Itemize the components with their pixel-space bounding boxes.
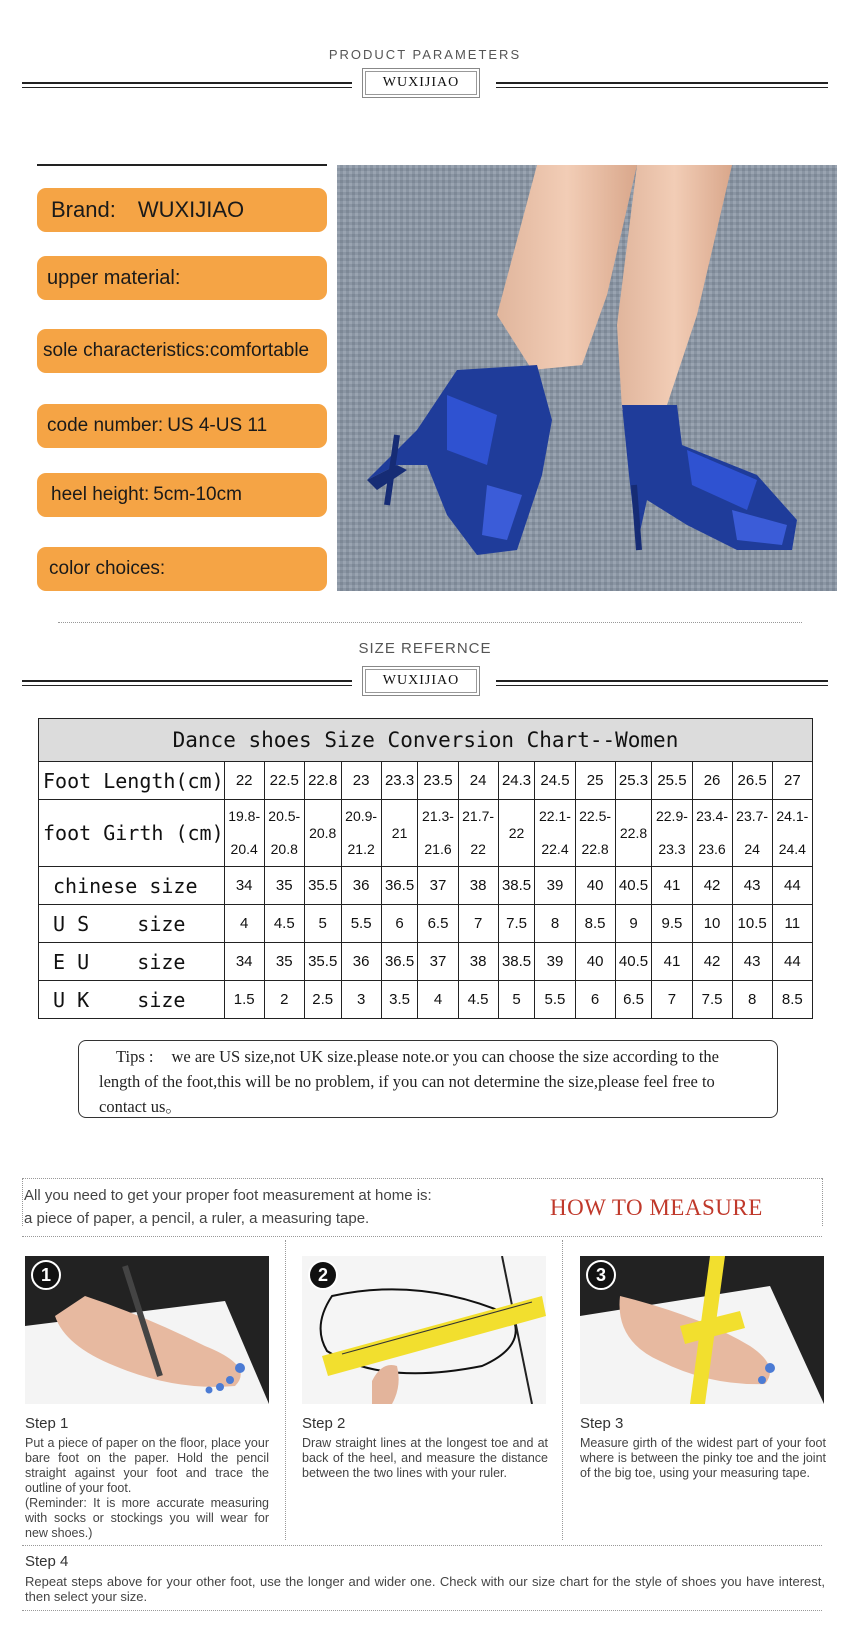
size-cell: 37 (418, 867, 458, 905)
size-row-chinese-size (39, 867, 813, 905)
param-divider (37, 164, 327, 166)
size-cell: 10.5 (732, 905, 772, 943)
size-cell: 38 (458, 943, 498, 981)
shoe-illustration (337, 165, 837, 591)
size-cell-line: 23.7- (736, 808, 769, 824)
size-row-uk-size (39, 981, 813, 1019)
size-chart-title: Dance shoes Size Conversion Chart--Women (39, 719, 813, 762)
size-cell: 2 (264, 981, 304, 1019)
size-cell-line: 20.4 (230, 841, 258, 857)
step2-number: 2 (308, 1260, 338, 1290)
step1-image (25, 1256, 269, 1404)
tips-box (78, 1040, 778, 1118)
param-code-number-key: code number: (47, 415, 164, 436)
step4-text: Repeat steps above for your other foot, use the longer and wider one. Check with our size chart for the style of shoes you have interest, then select your size. (25, 1574, 825, 1604)
size-cell-line: 24.4 (778, 841, 806, 857)
size-row-label: U K size (39, 981, 225, 1019)
size-cell: 42 (692, 943, 732, 981)
size-cell-line: 22.8 (581, 841, 609, 857)
size-cell: 1.5 (224, 981, 264, 1019)
param-heel-height-value: 5cm-10cm (153, 484, 242, 505)
param-code-number-value: US 4-US 11 (167, 415, 268, 436)
size-cell (692, 800, 732, 867)
size-cell: 42 (692, 867, 732, 905)
size-cell (224, 800, 264, 867)
size-cell: 24.5 (535, 762, 575, 800)
size-cell: 23.5 (418, 762, 458, 800)
size-cell (458, 800, 498, 867)
size-cell: 44 (772, 867, 812, 905)
param-upper-material (37, 256, 327, 300)
size-cell: 7 (652, 981, 692, 1019)
param-sole-key: sole characteristics: (43, 340, 210, 361)
size-cell: 8.5 (575, 905, 615, 943)
size-cell: 35.5 (304, 943, 341, 981)
brand-logo-box (362, 68, 480, 98)
size-cell: 5 (498, 981, 535, 1019)
param-color-choices (37, 547, 327, 591)
param-heel-height (37, 473, 327, 517)
measure-top-border (22, 1178, 822, 1179)
section-divider (58, 622, 802, 623)
size-cell: 41 (652, 943, 692, 981)
step4-title: Step 4 (25, 1553, 69, 1570)
size-cell: 36 (341, 867, 381, 905)
size-cell: 4 (418, 981, 458, 1019)
size-cell: 9 (615, 905, 652, 943)
step3-text: Measure girth of the widest part of your foot where is between the pinky toe and the joint of the big toe, using your measuring tape. (580, 1436, 826, 1480)
size-cell-line: 21.2 (347, 841, 375, 857)
size-cell: 36 (341, 943, 381, 981)
size-row-eu-size (39, 943, 813, 981)
param-color-choices-key: color choices: (49, 558, 166, 579)
size-cell: 35.5 (304, 867, 341, 905)
size-cell-line: 21.6 (424, 841, 452, 857)
step3-title: Step 3 (580, 1415, 624, 1432)
steps-top-border (22, 1236, 822, 1237)
product-photo (337, 165, 837, 591)
product-parameters-caption: PRODUCT PARAMETERS (328, 47, 522, 62)
size-cell: 25.3 (615, 762, 652, 800)
param-brand-key: Brand: (51, 197, 116, 222)
size-cell (304, 800, 341, 867)
size-chart-table (38, 718, 813, 1019)
step4-top-border (22, 1545, 822, 1546)
size-cell: 5.5 (535, 981, 575, 1019)
size-cell: 25.5 (652, 762, 692, 800)
size-cell: 22.8 (304, 762, 341, 800)
size-cell: 3 (341, 981, 381, 1019)
size-cell: 35 (264, 943, 304, 981)
size-cell: 40.5 (615, 943, 652, 981)
step3-number: 3 (586, 1260, 616, 1290)
size-cell: 11 (772, 905, 812, 943)
size-cell-line: 21 (391, 825, 408, 841)
size-cell-line: 22.5- (579, 808, 612, 824)
size-cell: 38 (458, 867, 498, 905)
size-cell: 26.5 (732, 762, 772, 800)
size-rule-left (22, 680, 352, 686)
step1-title: Step 1 (25, 1415, 69, 1432)
param-brand (37, 188, 327, 232)
size-brand-logo-text: WUXIJIAO (365, 669, 477, 693)
measure-right-border (822, 1178, 823, 1226)
size-cell: 7 (458, 905, 498, 943)
size-cell-line: 21.7- (462, 808, 495, 824)
size-cell-line: 19.8- (228, 808, 261, 824)
step2-title: Step 2 (302, 1415, 346, 1432)
size-cell: 4 (224, 905, 264, 943)
size-cell-line: 22 (470, 841, 486, 857)
size-cell: 37 (418, 943, 458, 981)
size-row-label: chinese size (39, 867, 225, 905)
size-row-label: U S size (39, 905, 225, 943)
size-cell: 41 (652, 867, 692, 905)
size-cell: 40.5 (615, 867, 652, 905)
size-cell: 22.5 (264, 762, 304, 800)
size-cell: 4.5 (264, 905, 304, 943)
size-chart-body (39, 762, 813, 1019)
size-cell: 44 (772, 943, 812, 981)
size-cell-line: 22.8 (619, 825, 648, 841)
steps-divider-1 (285, 1240, 286, 1540)
size-cell (418, 800, 458, 867)
tips-text: we are US size,not UK size.please note.or you can choose the size according to the length of the foot,this will be no problem, if you can not determine the size,please feel free to contact us。 (99, 1047, 719, 1116)
size-cell (615, 800, 652, 867)
how-to-measure-heading: HOW TO MEASURE (550, 1195, 763, 1220)
size-row-us-size (39, 905, 813, 943)
size-cell: 3.5 (381, 981, 418, 1019)
size-cell: 22 (224, 762, 264, 800)
size-cell: 39 (535, 943, 575, 981)
size-cell: 27 (772, 762, 812, 800)
size-cell (772, 800, 812, 867)
measure-intro-line1: All you need to get your proper foot measurement at home is: (24, 1187, 432, 1204)
step1-note: (Reminder: It is more accurate measuring with socks or stockings you will wear for new shoes.) (25, 1496, 269, 1540)
size-cell-line: 21.3- (422, 808, 454, 824)
step1-text (25, 1436, 269, 1541)
param-sole-value: comfortable (209, 340, 310, 361)
size-cell: 34 (224, 943, 264, 981)
tips-label: Tips : (116, 1047, 154, 1066)
size-cell-line: 22 (508, 825, 525, 841)
size-cell: 8 (535, 905, 575, 943)
size-cell: 7.5 (498, 905, 535, 943)
size-cell-line: 23.3 (658, 841, 686, 857)
param-upper-material-key: upper material: (47, 266, 181, 289)
param-sole (37, 329, 327, 373)
size-cell: 40 (575, 867, 615, 905)
size-cell: 34 (224, 867, 264, 905)
size-row-foot-length (39, 762, 813, 800)
size-cell-line: 24 (744, 841, 760, 857)
size-cell: 36.5 (381, 867, 418, 905)
size-row-label: Foot Length(cm) (39, 762, 225, 800)
size-row-label: E U size (39, 943, 225, 981)
size-cell (535, 800, 575, 867)
param-heel-height-key: heel height: (51, 484, 150, 505)
size-cell: 10 (692, 905, 732, 943)
measure-left-border (22, 1178, 23, 1226)
header-rule-left (22, 82, 352, 88)
steps-divider-2 (562, 1240, 563, 1540)
size-row-label: foot Girth (cm) (39, 800, 225, 867)
size-cell: 43 (732, 867, 772, 905)
size-reference-caption: SIZE REFERNCE (358, 640, 492, 657)
size-cell: 25 (575, 762, 615, 800)
size-cell: 5 (304, 905, 341, 943)
size-cell: 26 (692, 762, 732, 800)
size-cell (264, 800, 304, 867)
size-cell-line: 24.1- (776, 808, 809, 824)
step3-image (580, 1256, 824, 1404)
size-cell: 23.3 (381, 762, 418, 800)
step1-desc: Put a piece of paper on the floor, place your bare foot on the paper. Hold the pencil straight against your foot and trace the outline of your foot. (25, 1436, 269, 1495)
size-cell (498, 800, 535, 867)
size-rule-right (496, 680, 828, 686)
size-cell (652, 800, 692, 867)
size-cell: 35 (264, 867, 304, 905)
step1-number: 1 (31, 1260, 61, 1290)
size-cell-line: 23.4- (696, 808, 728, 824)
size-cell-line: 22.1- (539, 808, 571, 824)
size-cell-line: 20.5- (268, 808, 301, 824)
size-cell: 2.5 (304, 981, 341, 1019)
size-cell: 38.5 (498, 867, 535, 905)
step2-text: Draw straight lines at the longest toe and at back of the heel, and measure the distance between the two lines with your ruler. (302, 1436, 548, 1480)
size-cell: 6.5 (615, 981, 652, 1019)
size-cell: 7.5 (692, 981, 732, 1019)
size-cell: 40 (575, 943, 615, 981)
param-code-number (37, 404, 327, 448)
size-cell: 39 (535, 867, 575, 905)
size-cell: 43 (732, 943, 772, 981)
size-brand-logo-box (362, 666, 480, 696)
size-cell (575, 800, 615, 867)
size-cell: 9.5 (652, 905, 692, 943)
size-cell: 4.5 (458, 981, 498, 1019)
size-cell: 8.5 (772, 981, 812, 1019)
size-cell: 5.5 (341, 905, 381, 943)
brand-logo-text: WUXIJIAO (365, 71, 477, 95)
size-cell-line: 20.8 (309, 825, 337, 841)
size-cell: 36.5 (381, 943, 418, 981)
size-cell-line: 22.9- (655, 808, 688, 824)
size-cell: 23 (341, 762, 381, 800)
measure-intro-line2: a piece of paper, a pencil, a ruler, a measuring tape. (24, 1210, 370, 1227)
step4-bottom-border (22, 1610, 822, 1611)
size-cell: 24 (458, 762, 498, 800)
size-cell: 24.3 (498, 762, 535, 800)
size-cell-line: 20.9- (345, 808, 378, 824)
size-cell: 6.5 (418, 905, 458, 943)
size-cell: 8 (732, 981, 772, 1019)
size-cell (732, 800, 772, 867)
size-cell: 6 (575, 981, 615, 1019)
size-cell: 6 (381, 905, 418, 943)
size-cell-line: 22.4 (541, 841, 569, 857)
header-rule-right (496, 82, 828, 88)
size-cell (381, 800, 418, 867)
size-cell-line: 23.6 (698, 841, 726, 857)
size-cell: 38.5 (498, 943, 535, 981)
size-cell (341, 800, 381, 867)
size-row-foot-girth (39, 800, 813, 867)
step2-image (302, 1256, 546, 1404)
param-brand-value: WUXIJIAO (137, 197, 245, 222)
size-cell-line: 20.8 (270, 841, 298, 857)
